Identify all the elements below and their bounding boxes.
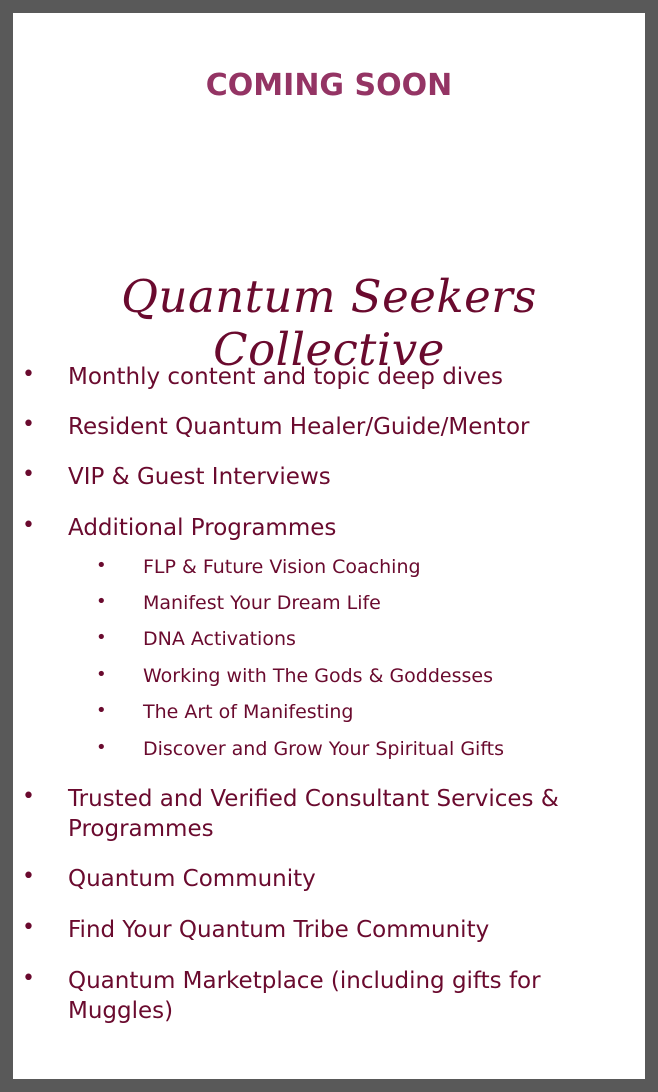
bullet-icon: •: [96, 737, 107, 758]
programme-label: Manifest Your Dream Life: [143, 592, 381, 614]
bullet-icon: •: [22, 412, 35, 437]
programme-label: FLP & Future Vision Coaching: [143, 556, 421, 578]
bullet-icon: •: [22, 362, 35, 387]
bullet-icon: •: [22, 513, 35, 538]
bullet-icon: •: [96, 627, 107, 648]
feature-label: Quantum Community: [68, 866, 316, 892]
bullet-icon: •: [96, 664, 107, 685]
bullet-icon: •: [22, 915, 35, 940]
bullet-icon: •: [22, 966, 35, 991]
feature-label: Find Your Quantum Tribe Community: [68, 917, 490, 943]
programme-label: Discover and Grow Your Spiritual Gifts: [143, 738, 505, 760]
programme-label: Working with The Gods & Goddesses: [143, 665, 494, 687]
programme-label: DNA Activations: [143, 628, 296, 650]
programme-label: The Art of Manifesting: [143, 701, 354, 723]
bullet-icon: •: [22, 864, 35, 889]
feature-label: Additional Programmes: [68, 515, 337, 541]
feature-label: VIP & Guest Interviews: [68, 464, 331, 490]
feature-label: Quantum Marketplace (including gifts for Muggles): [68, 968, 541, 1024]
coming-soon-heading: COMING SOON: [205, 68, 453, 103]
bullet-icon: •: [96, 700, 107, 721]
feature-label: Resident Quantum Healer/Guide/Mentor: [68, 414, 530, 440]
feature-label: Monthly content and topic deep dives: [68, 364, 503, 390]
feature-label: Trusted and Verified Consultant Services & Programmes: [68, 786, 559, 842]
bullet-icon: •: [22, 784, 35, 809]
bullet-icon: •: [96, 591, 107, 612]
brand-title: Quantum Seekers Collective: [121, 270, 537, 376]
bullet-icon: •: [96, 555, 107, 576]
bullet-icon: •: [22, 462, 35, 487]
